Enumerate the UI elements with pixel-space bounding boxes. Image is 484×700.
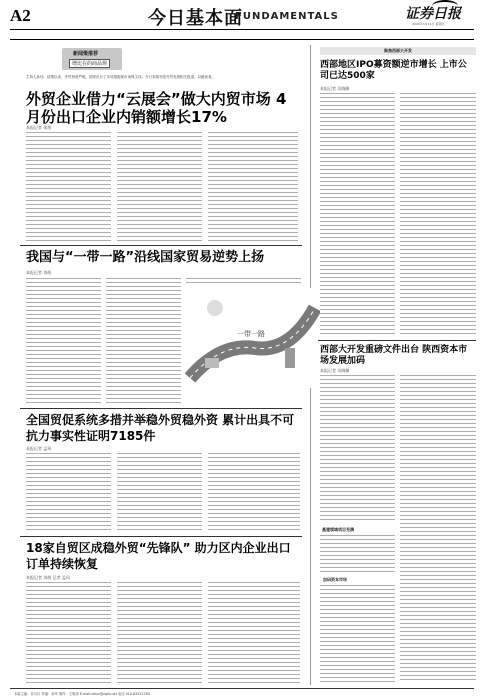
- belt-road-illustration: [185, 288, 320, 388]
- trade-promotion-body-column-3: [208, 453, 300, 533]
- belt-road-headline[interactable]: 我国与“一带一路”沿线国家贸易逆势上扬: [26, 250, 265, 265]
- section-rule: [20, 536, 302, 537]
- xibu-body-column-2: [400, 375, 476, 680]
- section-rule: [20, 245, 302, 246]
- xibu-body-column-1: [320, 375, 395, 523]
- lead-headline[interactable]: 外贸企业借力“云展会”做大内贸市场 4月份出口企业内销额增长17%: [26, 90, 287, 126]
- belt-road-body-column-1: [26, 278, 101, 403]
- xibu-body-column-1b: [320, 535, 395, 573]
- section-rule: [20, 408, 302, 409]
- lead-body-column-2: [117, 132, 202, 242]
- lead-byline: 本报记者 张茜: [26, 125, 52, 130]
- lead-summary: 主持人孙玮：疫情以来，外贸形势严峻，国家出台了多项措施保市场保主体。今日本版刊发外贸发展相关报道，以飨读者。: [26, 75, 215, 79]
- xibu-subhead: 基建领域项目充满: [322, 527, 354, 532]
- sidebar-headline[interactable]: 西部地区IPO募资额逆市增长 上市公司已达500家: [320, 60, 467, 81]
- sidebar-body-column-1: [320, 93, 395, 335]
- sidebar-tag: 聚焦西部大开发: [320, 47, 476, 55]
- xibu-subhead: 加码资本市场: [323, 577, 347, 582]
- sidebar-byline: 本报记者 吴晓璐: [320, 86, 350, 91]
- xibu-headline[interactable]: 西部大开发重磅文件出台 陕西资本市场发展加码: [320, 345, 468, 366]
- ftz-body-column-2: [117, 582, 202, 684]
- ftz-byline: 本报记者 刘萌 记者 孟珂: [26, 575, 70, 580]
- lead-badge-label: 新闻策推荐: [73, 51, 99, 57]
- sidebar-body-column-2: [400, 93, 476, 335]
- date-line: 2020年3月19日 星期四: [412, 22, 445, 26]
- belt-road-body-column-3: [186, 278, 301, 286]
- section-rule: [318, 340, 476, 341]
- ftz-body-column-3: [208, 582, 300, 684]
- lead-badge-sublabel: 增比在的商品规: [69, 59, 110, 68]
- lead-body-column-1: [26, 132, 111, 242]
- ftz-headline[interactable]: 18家自贸区成稳外贸“先锋队” 助力区内企业出口订单持续恢复: [26, 541, 291, 571]
- trade-promotion-headline[interactable]: 全国贸促系统多措并举稳外贸稳外资 累计出具不可抗力事实性证明7185件: [26, 413, 295, 443]
- xibu-byline: 本报记者 吴晓璐: [320, 368, 350, 373]
- trade-promotion-byline: 本报记者 孟珂: [26, 446, 52, 451]
- footer-credits: 本版主编：乔川川 责编：孙华 制作：王敬涛 E-mail:zmzx@zqrb.net 电话 010-83251785: [14, 692, 150, 696]
- belt-road-body-column-2: [106, 278, 181, 403]
- page-number: A2: [10, 6, 31, 25]
- illustration-caption: 一带一路: [237, 330, 265, 338]
- masthead-rule: [10, 29, 474, 40]
- belt-road-byline: 本报记者 刘萌: [26, 270, 52, 275]
- trade-promotion-body-column-1: [26, 453, 111, 533]
- section-title: 今日基本面: [148, 8, 243, 29]
- section-title-english: FUNDAMENTALS: [235, 11, 339, 22]
- xibu-body-column-1c: [320, 585, 395, 683]
- ftz-body-column-1: [26, 582, 111, 684]
- trade-promotion-body-column-2: [117, 453, 202, 533]
- lead-body-column-3: [208, 132, 298, 242]
- paper-logo: 证券日报: [405, 6, 461, 22]
